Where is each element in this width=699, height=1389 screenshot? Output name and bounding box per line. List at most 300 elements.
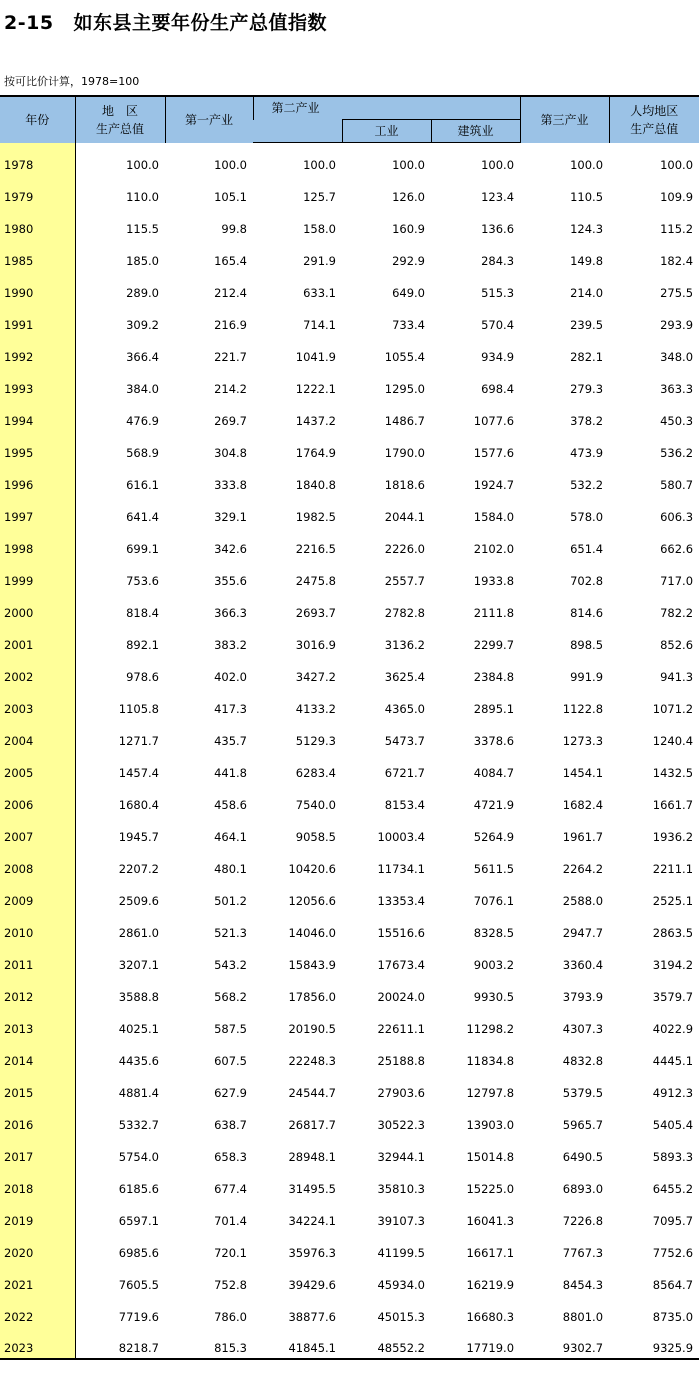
cell-construction: 2299.7 <box>473 637 515 652</box>
cell-primary: 417.3 <box>214 701 247 716</box>
cell-construction: 11834.8 <box>466 1053 515 1068</box>
cell-primary: 165.4 <box>214 253 247 268</box>
cell-construction: 3378.6 <box>473 733 515 748</box>
table-row <box>0 239 699 271</box>
cell-per-capita: 782.2 <box>660 605 694 620</box>
cell-construction: 1933.8 <box>473 573 515 588</box>
cell-gdp: 115.5 <box>126 221 159 236</box>
table-row <box>0 175 699 207</box>
cell-primary: 786.0 <box>214 1309 247 1324</box>
cell-year: 1985 <box>0 239 75 271</box>
cell-per-capita: 2863.5 <box>652 925 694 940</box>
cell-secondary: 22248.3 <box>288 1053 336 1068</box>
cell-construction: 13903.0 <box>466 1117 515 1132</box>
cell-gdp: 818.4 <box>126 605 159 620</box>
table-row <box>0 1327 699 1359</box>
cell-per-capita: 662.6 <box>660 541 694 556</box>
cell-per-capita: 941.3 <box>660 669 694 684</box>
cell-industry: 27903.6 <box>377 1085 425 1100</box>
cell-primary: 304.8 <box>214 445 247 460</box>
cell-industry: 25188.8 <box>377 1053 425 1068</box>
cell-year: 1980 <box>0 207 75 239</box>
cell-year: 1995 <box>0 431 75 463</box>
cell-gdp: 1945.7 <box>118 829 159 844</box>
cell-primary: 677.4 <box>214 1181 247 1196</box>
cell-per-capita: 5893.3 <box>652 1149 694 1164</box>
cell-tertiary: 378.2 <box>570 413 604 428</box>
cell-per-capita: 8735.0 <box>652 1309 694 1324</box>
cell-year: 1996 <box>0 463 75 495</box>
cell-gdp: 5332.7 <box>118 1117 159 1132</box>
table-row <box>0 431 699 463</box>
cell-construction: 12797.8 <box>466 1085 515 1100</box>
cell-tertiary: 100.0 <box>570 157 604 172</box>
cell-per-capita: 182.4 <box>660 253 694 268</box>
cell-primary: 383.2 <box>214 637 247 652</box>
cell-per-capita: 4445.1 <box>652 1053 694 1068</box>
cell-tertiary: 8454.3 <box>562 1277 604 1292</box>
table-row <box>0 1071 699 1103</box>
cell-gdp: 366.4 <box>126 349 159 364</box>
cell-year: 2005 <box>0 751 75 783</box>
table-row <box>0 1231 699 1263</box>
cell-per-capita: 580.7 <box>660 477 694 492</box>
table-row <box>0 591 699 623</box>
cell-primary: 464.1 <box>214 829 247 844</box>
cell-industry: 1790.0 <box>384 445 425 460</box>
cell-construction: 16617.1 <box>466 1245 515 1260</box>
cell-industry: 1055.4 <box>384 349 425 364</box>
cell-gdp: 3207.1 <box>118 957 159 972</box>
table-row <box>0 495 699 527</box>
table-row <box>0 527 699 559</box>
cell-per-capita: 363.3 <box>660 381 694 396</box>
table-row <box>0 367 699 399</box>
cell-construction: 5264.9 <box>473 829 515 844</box>
cell-gdp: 185.0 <box>126 253 159 268</box>
cell-industry: 2557.7 <box>384 573 425 588</box>
cell-secondary: 1437.2 <box>295 413 336 428</box>
cell-per-capita: 7095.7 <box>652 1213 694 1228</box>
cell-tertiary: 2264.2 <box>562 861 604 876</box>
cell-gdp: 8218.7 <box>75 1327 165 1359</box>
table-row <box>0 719 699 751</box>
cell-per-capita: 852.6 <box>660 637 694 652</box>
cell-year: 1992 <box>0 335 75 367</box>
cell-industry: 48552.2 <box>342 1327 431 1359</box>
cell-per-capita: 275.5 <box>660 285 694 300</box>
cell-construction: 16041.3 <box>466 1213 515 1228</box>
table-note: 按可比价计算，1978=100 <box>4 75 140 88</box>
cell-year: 2022 <box>0 1295 75 1327</box>
cell-year: 1997 <box>0 495 75 527</box>
cell-construction: 4084.7 <box>473 765 515 780</box>
cell-year: 1979 <box>0 175 75 207</box>
cell-year: 2012 <box>0 975 75 1007</box>
header-construction: 建筑业 <box>431 120 520 143</box>
cell-per-capita: 536.2 <box>660 445 694 460</box>
cell-industry: 8153.4 <box>384 797 425 812</box>
cell-industry: 5473.7 <box>384 733 425 748</box>
table-row <box>0 655 699 687</box>
cell-industry: 126.0 <box>392 189 425 204</box>
cell-construction: 515.3 <box>481 285 515 300</box>
cell-primary: 568.2 <box>214 989 247 1004</box>
table-row <box>0 911 699 943</box>
cell-year: 2020 <box>0 1231 75 1263</box>
cell-gdp: 7605.5 <box>118 1277 159 1292</box>
cell-gdp: 2509.6 <box>118 893 159 908</box>
cell-secondary: 3016.9 <box>295 637 336 652</box>
cell-secondary: 12056.6 <box>288 893 336 908</box>
cell-per-capita: 606.3 <box>660 509 694 524</box>
cell-tertiary: 4307.3 <box>562 1021 604 1036</box>
table-row <box>0 1007 699 1039</box>
cell-year: 2000 <box>0 591 75 623</box>
cell-per-capita: 293.9 <box>660 317 694 332</box>
cell-construction: 1577.6 <box>473 445 515 460</box>
cell-per-capita: 1240.4 <box>652 733 694 748</box>
cell-tertiary: 6893.0 <box>562 1181 604 1196</box>
cell-year: 2009 <box>0 879 75 911</box>
cell-tertiary: 7767.3 <box>562 1245 604 1260</box>
cell-primary: 100.0 <box>214 157 247 172</box>
cell-construction: 123.4 <box>481 189 515 204</box>
cell-tertiary: 9302.7 <box>520 1327 609 1359</box>
cell-gdp: 4881.4 <box>118 1085 159 1100</box>
cell-per-capita: 9325.9 <box>609 1327 699 1359</box>
cell-per-capita: 450.3 <box>660 413 694 428</box>
cell-primary: 638.7 <box>214 1117 247 1132</box>
table-row <box>0 1295 699 1327</box>
cell-industry: 4365.0 <box>384 701 425 716</box>
cell-primary: 366.3 <box>214 605 247 620</box>
cell-per-capita: 6455.2 <box>652 1181 694 1196</box>
cell-year: 2017 <box>0 1135 75 1167</box>
cell-tertiary: 5965.7 <box>562 1117 604 1132</box>
table-row <box>0 463 699 495</box>
cell-per-capita: 109.9 <box>660 189 694 204</box>
cell-construction: 1077.6 <box>473 413 515 428</box>
table-body <box>0 143 699 1359</box>
cell-year: 2013 <box>0 1007 75 1039</box>
cell-per-capita: 3579.7 <box>652 989 694 1004</box>
cell-tertiary: 473.9 <box>570 445 604 460</box>
cell-gdp: 753.6 <box>126 573 159 588</box>
cell-construction: 9003.2 <box>473 957 515 972</box>
cell-per-capita: 1071.2 <box>652 701 694 716</box>
cell-primary: 269.7 <box>214 413 247 428</box>
cell-gdp: 1271.7 <box>118 733 159 748</box>
cell-secondary: 100.0 <box>303 157 336 172</box>
cell-gdp: 100.0 <box>126 157 159 172</box>
cell-tertiary: 2588.0 <box>562 893 604 908</box>
cell-construction: 100.0 <box>481 157 515 172</box>
cell-year: 1999 <box>0 559 75 591</box>
cell-secondary: 3427.2 <box>295 669 336 684</box>
cell-primary: 435.7 <box>214 733 247 748</box>
table-row <box>0 847 699 879</box>
cell-primary: 458.6 <box>214 797 247 812</box>
cell-per-capita: 7752.6 <box>652 1245 694 1260</box>
cell-industry: 35810.3 <box>377 1181 425 1196</box>
cell-gdp: 2861.0 <box>118 925 159 940</box>
header-tertiary: 第三产业 <box>520 96 609 143</box>
cell-industry: 20024.0 <box>377 989 425 1004</box>
cell-industry: 39107.3 <box>377 1213 425 1228</box>
cell-secondary: 7540.0 <box>295 797 336 812</box>
cell-per-capita: 100.0 <box>660 157 694 172</box>
cell-year: 2006 <box>0 783 75 815</box>
cell-tertiary: 110.5 <box>570 189 604 204</box>
cell-gdp: 4025.1 <box>118 1021 159 1036</box>
table-title: 如东县主要年份生产总值指数 <box>73 12 328 34</box>
header-secondary: 第二产业 <box>253 96 520 120</box>
cell-year: 2010 <box>0 911 75 943</box>
cell-primary: 333.8 <box>214 477 247 492</box>
cell-tertiary: 279.3 <box>570 381 604 396</box>
cell-industry: 41199.5 <box>377 1245 425 1260</box>
cell-industry: 649.0 <box>392 285 425 300</box>
cell-gdp: 7719.6 <box>118 1309 159 1324</box>
cell-industry: 3625.4 <box>384 669 425 684</box>
cell-secondary: 24544.7 <box>288 1085 336 1100</box>
cell-gdp: 4435.6 <box>118 1053 159 1068</box>
cell-year: 2002 <box>0 655 75 687</box>
cell-industry: 2044.1 <box>384 509 425 524</box>
table-row <box>0 943 699 975</box>
cell-year: 2011 <box>0 943 75 975</box>
cell-secondary: 633.1 <box>303 285 336 300</box>
cell-gdp: 110.0 <box>126 189 159 204</box>
cell-tertiary: 5379.5 <box>562 1085 604 1100</box>
header-year: 年份 <box>0 96 75 143</box>
cell-construction: 284.3 <box>481 253 515 268</box>
cell-construction: 4721.9 <box>473 797 515 812</box>
cell-industry: 292.9 <box>392 253 425 268</box>
cell-secondary: 2216.5 <box>295 541 336 556</box>
cell-construction: 15225.0 <box>466 1181 515 1196</box>
table-row <box>0 207 699 239</box>
cell-year: 2016 <box>0 1103 75 1135</box>
cell-tertiary: 7226.8 <box>562 1213 604 1228</box>
cell-secondary: 1840.8 <box>295 477 336 492</box>
cell-secondary: 17856.0 <box>288 989 336 1004</box>
gdp-index-table <box>0 95 699 1360</box>
cell-industry: 3136.2 <box>384 637 425 652</box>
cell-year: 1990 <box>0 271 75 303</box>
cell-industry: 100.0 <box>392 157 425 172</box>
cell-tertiary: 6490.5 <box>562 1149 604 1164</box>
cell-industry: 45934.0 <box>377 1277 425 1292</box>
cell-secondary: 26817.7 <box>288 1117 336 1132</box>
cell-primary: 501.2 <box>214 893 247 908</box>
cell-gdp: 309.2 <box>126 317 159 332</box>
cell-construction: 1924.7 <box>473 477 515 492</box>
cell-year: 1993 <box>0 367 75 399</box>
cell-industry: 13353.4 <box>377 893 425 908</box>
header-per-capita: 人均地区 生产总值 <box>609 96 699 143</box>
table-row <box>0 335 699 367</box>
cell-per-capita: 1936.2 <box>652 829 694 844</box>
cell-construction: 2384.8 <box>473 669 515 684</box>
cell-primary: 214.2 <box>214 381 247 396</box>
cell-primary: 105.1 <box>214 189 247 204</box>
header-industry: 工业 <box>342 120 431 143</box>
cell-secondary: 28948.1 <box>288 1149 336 1164</box>
cell-secondary: 4133.2 <box>295 701 336 716</box>
cell-construction: 9930.5 <box>473 989 515 1004</box>
cell-tertiary: 1454.1 <box>562 765 604 780</box>
cell-primary: 607.5 <box>214 1053 247 1068</box>
header-gdp: 地 区 生产总值 <box>75 96 165 143</box>
cell-gdp: 1105.8 <box>118 701 159 716</box>
cell-tertiary: 2947.7 <box>562 925 604 940</box>
cell-construction: 136.6 <box>481 221 515 236</box>
cell-tertiary: 814.6 <box>570 605 604 620</box>
cell-secondary: 291.9 <box>303 253 336 268</box>
cell-year: 2008 <box>0 847 75 879</box>
cell-construction: 17719.0 <box>431 1327 520 1359</box>
cell-tertiary: 898.5 <box>570 637 604 652</box>
table-row <box>0 399 699 431</box>
cell-year: 2018 <box>0 1167 75 1199</box>
cell-secondary: 2475.8 <box>295 573 336 588</box>
cell-gdp: 2207.2 <box>118 861 159 876</box>
cell-secondary: 125.7 <box>303 189 336 204</box>
cell-secondary: 31495.5 <box>288 1181 336 1196</box>
cell-construction: 2111.8 <box>473 605 515 620</box>
cell-per-capita: 2525.1 <box>652 893 694 908</box>
cell-primary: 627.9 <box>214 1085 247 1100</box>
cell-tertiary: 8801.0 <box>562 1309 604 1324</box>
cell-gdp: 616.1 <box>126 477 159 492</box>
cell-tertiary: 4832.8 <box>562 1053 604 1068</box>
cell-gdp: 5754.0 <box>118 1149 159 1164</box>
cell-tertiary: 282.1 <box>570 349 604 364</box>
cell-secondary: 39429.6 <box>288 1277 336 1292</box>
cell-primary: 658.3 <box>214 1149 247 1164</box>
cell-year: 2007 <box>0 815 75 847</box>
table-row <box>0 559 699 591</box>
cell-year: 2001 <box>0 623 75 655</box>
cell-per-capita: 717.0 <box>660 573 694 588</box>
cell-secondary: 10420.6 <box>288 861 336 876</box>
cell-primary: 402.0 <box>214 669 247 684</box>
cell-construction: 698.4 <box>481 381 515 396</box>
cell-primary: 521.3 <box>214 925 247 940</box>
cell-industry: 1486.7 <box>384 413 425 428</box>
table-row <box>0 751 699 783</box>
cell-secondary: 2693.7 <box>295 605 336 620</box>
cell-primary: 480.1 <box>214 861 247 876</box>
table-number: 2-15 <box>4 12 54 34</box>
cell-industry: 1295.0 <box>384 381 425 396</box>
cell-gdp: 978.6 <box>126 669 159 684</box>
cell-tertiary: 1122.8 <box>562 701 604 716</box>
table-row <box>0 143 699 175</box>
cell-industry: 733.4 <box>392 317 425 332</box>
cell-secondary: 9058.5 <box>295 829 336 844</box>
cell-gdp: 476.9 <box>126 413 159 428</box>
cell-primary: 99.8 <box>221 221 247 236</box>
cell-year: 2021 <box>0 1263 75 1295</box>
cell-per-capita: 2211.1 <box>652 861 694 876</box>
cell-industry: 17673.4 <box>377 957 425 972</box>
cell-primary: 441.8 <box>214 765 247 780</box>
cell-construction: 7076.1 <box>473 893 515 908</box>
cell-secondary: 1764.9 <box>295 445 336 460</box>
cell-primary: 587.5 <box>214 1021 247 1036</box>
table-row <box>0 1167 699 1199</box>
table-row <box>0 271 699 303</box>
cell-gdp: 384.0 <box>126 381 159 396</box>
table-row <box>0 687 699 719</box>
cell-gdp: 641.4 <box>126 509 159 524</box>
cell-primary: 342.6 <box>214 541 247 556</box>
cell-tertiary: 124.3 <box>570 221 604 236</box>
cell-per-capita: 115.2 <box>660 221 694 236</box>
page-title <box>4 8 327 35</box>
cell-construction: 16219.9 <box>466 1277 515 1292</box>
cell-tertiary: 651.4 <box>570 541 604 556</box>
cell-gdp: 892.1 <box>126 637 159 652</box>
cell-secondary: 34224.1 <box>288 1213 336 1228</box>
cell-tertiary: 149.8 <box>570 253 604 268</box>
table-row <box>0 1103 699 1135</box>
cell-year: 2019 <box>0 1199 75 1231</box>
table-row <box>0 815 699 847</box>
cell-construction: 570.4 <box>481 317 515 332</box>
cell-construction: 15014.8 <box>466 1149 515 1164</box>
table-row <box>0 623 699 655</box>
cell-industry: 30522.3 <box>377 1117 425 1132</box>
cell-per-capita: 4912.3 <box>652 1085 694 1100</box>
cell-primary: 212.4 <box>214 285 247 300</box>
cell-construction: 11298.2 <box>466 1021 515 1036</box>
cell-tertiary: 578.0 <box>570 509 604 524</box>
cell-tertiary: 991.9 <box>570 669 604 684</box>
cell-gdp: 699.1 <box>126 541 159 556</box>
cell-secondary: 714.1 <box>303 317 336 332</box>
cell-primary: 752.8 <box>214 1277 247 1292</box>
cell-per-capita: 5405.4 <box>652 1117 694 1132</box>
cell-industry: 6721.7 <box>384 765 425 780</box>
cell-gdp: 6985.6 <box>118 1245 159 1260</box>
cell-per-capita: 8564.7 <box>652 1277 694 1292</box>
cell-industry: 2226.0 <box>384 541 425 556</box>
cell-tertiary: 1961.7 <box>562 829 604 844</box>
cell-construction: 1584.0 <box>473 509 515 524</box>
cell-secondary: 38877.6 <box>288 1309 336 1324</box>
cell-tertiary: 214.0 <box>570 285 604 300</box>
cell-secondary: 14046.0 <box>288 925 336 940</box>
cell-gdp: 1680.4 <box>118 797 159 812</box>
table-row <box>0 1263 699 1295</box>
header-primary: 第一产业 <box>165 96 253 143</box>
cell-secondary: 20190.5 <box>288 1021 336 1036</box>
cell-gdp: 3588.8 <box>118 989 159 1004</box>
cell-tertiary: 1682.4 <box>562 797 604 812</box>
cell-industry: 1818.6 <box>384 477 425 492</box>
cell-secondary: 5129.3 <box>295 733 336 748</box>
cell-primary: 221.7 <box>214 349 247 364</box>
cell-primary: 701.4 <box>214 1213 247 1228</box>
table-row <box>0 1039 699 1071</box>
cell-tertiary: 239.5 <box>570 317 604 332</box>
cell-industry: 15516.6 <box>377 925 425 940</box>
cell-gdp: 6597.1 <box>118 1213 159 1228</box>
